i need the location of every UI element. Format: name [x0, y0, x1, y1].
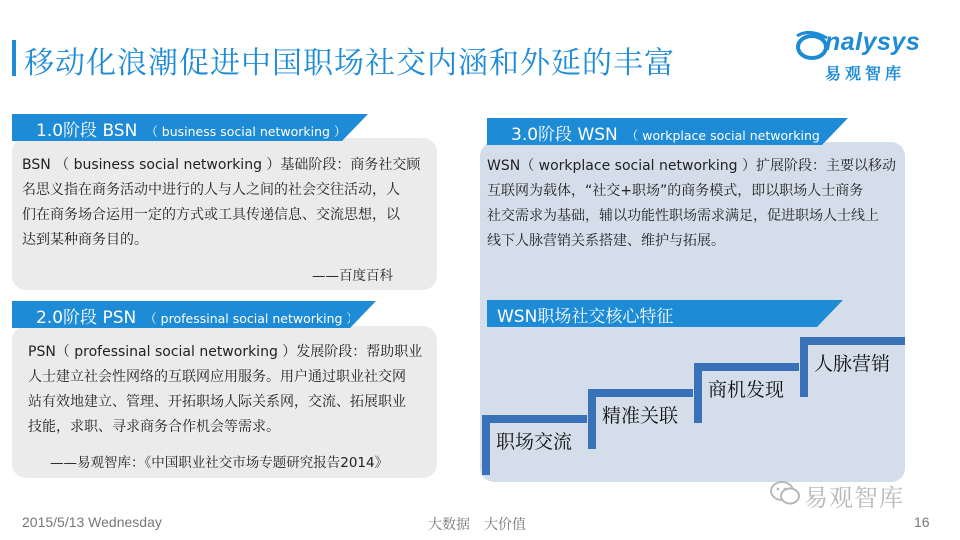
feature-step-1 — [482, 415, 587, 475]
feature-step-3 — [694, 363, 799, 423]
bsn-line: 们在商务场合运用一定的方式或工具传递信息、交流思想，以 — [22, 207, 400, 223]
psn-line: PSN（ professinal social networking ）发展阶段：帮助职业 — [28, 344, 423, 360]
wsn-heading — [487, 118, 837, 145]
feature-step-4 — [800, 337, 905, 397]
analysys-logo — [795, 28, 945, 88]
bsn-line: 达到某种商务目的。 — [22, 232, 148, 248]
feature-step-2 — [588, 389, 693, 449]
bsn-heading-title: 1.0阶段 BSN — [36, 121, 138, 141]
psn-line: 人士建立社会性网络的互联网应用服务。用户通过职业社交网 — [28, 369, 406, 385]
bsn-source: ——百度百科 — [312, 268, 393, 284]
title-accent-bar — [12, 40, 16, 76]
feature-step-label: 职场交流 — [496, 431, 573, 453]
wsn-description — [487, 154, 899, 254]
psn-heading-sub: （ professinal social networking ） — [144, 311, 359, 326]
page-number: 16 — [914, 514, 930, 530]
analysys-swoosh-icon — [795, 30, 829, 62]
bsn-line: BSN （ business social networking ）基础阶段：商务社交顾 — [22, 157, 421, 173]
wsn-line: 社交需求为基础，辅以功能性职场需求满足，促进职场人士线上 — [487, 208, 879, 224]
logo-brand-cn: 易观智库 — [825, 64, 906, 83]
wsn-line: 线下人脉营销关系搭建、维护与拓展。 — [487, 233, 725, 249]
wsn-features-title: WSN职场社交核心特征 — [497, 307, 674, 327]
wechat-icon — [770, 480, 800, 506]
psn-line: 站有效地建立、管理、开拓职场人际关系网，交流、拓展职业 — [28, 394, 406, 410]
wsn-line: 互联网为载体，“社交+职场”的商务模式，即以职场人士商务 — [487, 183, 864, 199]
wsn-heading-sub: （ workplace social networking ） — [625, 128, 837, 143]
psn-line: 技能，求职、寻求商务合作机会等需求。 — [28, 419, 280, 435]
feature-step-label: 商机发现 — [708, 379, 785, 401]
footer-date: 2015/5/13 Wednesday — [22, 514, 162, 530]
feature-step-label: 精准关联 — [602, 405, 679, 427]
footer-slogan: 大数据 大价值 — [428, 517, 526, 533]
psn-heading-title: 2.0阶段 PSN — [36, 308, 137, 328]
psn-heading — [12, 301, 359, 328]
feature-step-label: 人脉营销 — [814, 353, 891, 375]
bsn-line: 名思义指在商务活动中进行的人与人之间的社会交往活动，人 — [22, 182, 400, 198]
psn-source: ——易观智库：《中国职业社交市场专题研究报告2014》 — [50, 455, 389, 471]
bsn-description — [22, 153, 432, 253]
bsn-heading — [12, 114, 347, 141]
logo-brand-text: nalysys — [825, 28, 921, 56]
bsn-heading-sub: （ business social networking ） — [145, 124, 347, 139]
watermark-text: 易观智库 — [804, 484, 904, 512]
wsn-features-heading — [487, 300, 817, 327]
wsn-heading-title: 3.0阶段 WSN — [511, 125, 618, 145]
wsn-line: WSN（ workplace social networking ）扩展阶段：主要以移动 — [487, 158, 896, 174]
page-title: 移动化浪潮促进中国职场社交内涵和外延的丰富 — [24, 46, 675, 81]
psn-description — [28, 340, 433, 440]
